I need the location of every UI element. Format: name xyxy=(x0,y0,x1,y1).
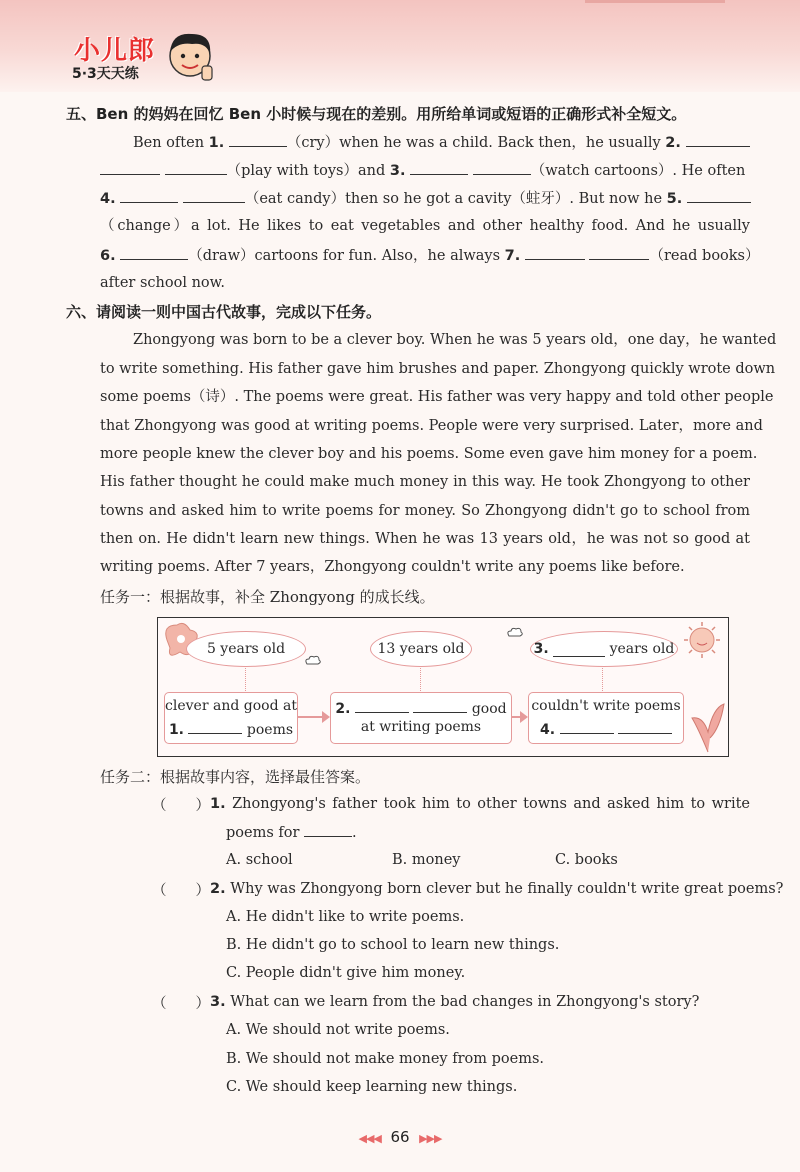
connector xyxy=(245,668,246,693)
prev-arrows-icon: ◀◀◀ xyxy=(358,1132,381,1145)
question-text: poems for xyxy=(226,825,300,841)
s5-line6: after school now. xyxy=(100,275,225,291)
question-text: Zhongyong's father took him to other towns and asked him to write xyxy=(232,796,750,812)
answer-blank[interactable] xyxy=(165,160,227,175)
page-footer xyxy=(0,1128,800,1146)
answer-blank[interactable] xyxy=(229,132,287,147)
answer-blank[interactable] xyxy=(560,719,614,734)
blank-number: 2. xyxy=(335,701,351,717)
arrow-right-icon xyxy=(322,711,330,723)
answer-blank[interactable] xyxy=(183,188,245,203)
q3-option-b[interactable]: B. We should not make money from poems. xyxy=(226,1051,545,1067)
answer-blank[interactable] xyxy=(120,188,178,203)
sun-icon xyxy=(678,620,724,660)
story-line-9: writing poems. After 7 years，Zhongyong couldn't write any poems like before. xyxy=(100,559,685,575)
blank-number: 4. xyxy=(540,722,556,738)
q2-option-b[interactable]: B. He didn't go to school to learn new things. xyxy=(226,937,560,953)
question-number: 3. xyxy=(210,994,226,1010)
question-text: Why was Zhongyong born clever but he finally couldn't write great poems? xyxy=(230,881,784,897)
box-text: good xyxy=(471,701,507,717)
connector xyxy=(420,668,421,693)
s5-text: （draw）cartoons for fun. Also，he always xyxy=(188,248,505,264)
question-number: 2. xyxy=(210,881,226,897)
answer-blank[interactable] xyxy=(589,245,649,260)
brand-subtitle: 5·3天天练 xyxy=(72,66,139,82)
answer-blank[interactable] xyxy=(618,719,672,734)
connector xyxy=(602,668,603,693)
answer-paren[interactable]: （ ） xyxy=(152,996,210,1012)
q2-option-a[interactable]: A. He didn't like to write poems. xyxy=(226,909,465,925)
story-line-5: more people knew the clever boy and his poems. Some even gave him money for a poem. xyxy=(100,446,758,462)
answer-blank[interactable] xyxy=(410,160,468,175)
story-line-3: some poems（诗）. The poems were great. His father was very happy and told other people xyxy=(100,389,774,405)
s5-line3 xyxy=(100,188,751,209)
s5-text: （cry）when he was a child. Back then，he usually xyxy=(286,135,666,151)
header-divider xyxy=(585,0,725,3)
blank-number: 4. xyxy=(100,191,116,207)
timeline-box-3 xyxy=(528,692,684,744)
answer-blank[interactable] xyxy=(188,719,242,734)
cloud-icon xyxy=(506,626,524,638)
story-line-1: Zhongyong was born to be a clever boy. When he was 5 years old，one day，he wanted xyxy=(133,332,777,348)
blank-number: 1. xyxy=(168,722,184,738)
oval-text: years old xyxy=(609,641,675,657)
q1-option-a[interactable]: A. school xyxy=(226,852,293,868)
brand-logo xyxy=(52,30,252,90)
s5-text: （read books） xyxy=(649,248,760,264)
s5-line4: （change）a lot. He likes to eat vegetables and other healthy food. And he usually xyxy=(100,218,750,234)
q3-stem xyxy=(210,992,699,1012)
answer-blank[interactable] xyxy=(413,698,467,713)
answer-blank[interactable] xyxy=(473,160,531,175)
answer-blank[interactable] xyxy=(525,245,585,260)
s5-text: （watch cartoons）. He often xyxy=(530,163,746,179)
story-line-8: then on. He didn't learn new things. When he was 13 years old，he was not so good at xyxy=(100,531,750,547)
answer-blank[interactable] xyxy=(553,642,605,657)
box-text: couldn't write poems xyxy=(531,698,681,714)
s5-line2 xyxy=(100,160,745,181)
timeline-oval-5-years: 5 years old xyxy=(186,631,306,667)
blank-number: 6. xyxy=(100,248,116,264)
blank-number: 3. xyxy=(533,641,549,657)
s5-line1 xyxy=(133,132,750,153)
q3-option-a[interactable]: A. We should not write poems. xyxy=(226,1022,450,1038)
box-text: poems xyxy=(246,722,294,738)
task1-title: 任务一：根据故事，补全 Zhongyong 的成长线。 xyxy=(100,588,435,606)
q1-option-c[interactable]: C. books xyxy=(555,852,618,868)
s5-line5 xyxy=(100,245,760,266)
answer-blank[interactable] xyxy=(120,245,188,260)
answer-blank[interactable] xyxy=(686,132,750,147)
task2-title: 任务二：根据故事内容，选择最佳答案。 xyxy=(100,768,371,786)
q1-option-b[interactable]: B. money xyxy=(392,852,461,868)
q2-stem xyxy=(210,879,783,899)
section6-title: 六、请阅读一则中国古代故事，完成以下任务。 xyxy=(66,303,382,321)
q1-stem-2: poems for . xyxy=(226,822,357,843)
box-text: clever and good at xyxy=(165,698,297,714)
growth-timeline xyxy=(157,617,729,757)
story-line-4: that Zhongyong was good at writing poems. People were very surprised. Later，more and xyxy=(100,418,763,434)
answer-blank[interactable] xyxy=(304,822,352,837)
timeline-box-2 xyxy=(330,692,512,744)
story-line-7: towns and asked him to write poems for money. So Zhongyong didn't go to school from xyxy=(100,503,750,519)
page-number: 66 xyxy=(390,1128,410,1146)
blank-number: 2. xyxy=(665,135,681,151)
answer-blank[interactable] xyxy=(100,160,160,175)
story-line-2: to write something. His father gave him brushes and paper. Zhongyong quickly wrote down xyxy=(100,361,776,377)
next-arrows-icon: ▶▶▶ xyxy=(419,1132,442,1145)
arrow-right-icon xyxy=(520,711,528,723)
blank-number: 5. xyxy=(666,191,683,207)
s5-text: （eat candy）then so he got a cavity（蛀牙）. But now he xyxy=(244,191,667,207)
answer-blank[interactable] xyxy=(687,188,751,203)
cloud-icon xyxy=(304,654,322,666)
cartoon-boy-icon xyxy=(162,26,218,84)
blank-number: 1. xyxy=(208,135,225,151)
timeline-box-1 xyxy=(164,692,298,744)
q1-stem xyxy=(210,794,750,814)
timeline-oval-blank xyxy=(530,631,678,667)
leaf-decoration-icon xyxy=(688,698,728,754)
answer-blank[interactable] xyxy=(355,698,409,713)
timeline-oval-13-years: 13 years old xyxy=(370,631,472,667)
s5-text: Ben often xyxy=(133,135,209,151)
answer-paren[interactable]: （ ） xyxy=(152,798,210,814)
s5-text: （play with toys）and xyxy=(226,163,390,179)
blank-number: 7. xyxy=(504,248,521,264)
q2-option-c[interactable]: C. People didn't give him money. xyxy=(226,965,466,981)
brand-title: 小儿郎 xyxy=(74,36,156,66)
question-number: 1. xyxy=(210,796,226,812)
box-text: at writing poems xyxy=(360,719,482,735)
question-text: What can we learn from the bad changes in Zhongyong's story? xyxy=(230,994,700,1010)
arrow-line xyxy=(298,716,324,718)
section5-title: 五、Ben 的妈妈在回忆 Ben 小时候与现在的差别。用所给单词或短语的正确形式补全短文。 xyxy=(66,105,687,123)
blank-number: 3. xyxy=(389,163,406,179)
answer-paren[interactable]: （ ） xyxy=(152,883,210,899)
q3-option-c[interactable]: C. We should keep learning new things. xyxy=(226,1079,518,1095)
story-line-6: His father thought he could make much money in this way. He took Zhongyong to other xyxy=(100,474,750,490)
